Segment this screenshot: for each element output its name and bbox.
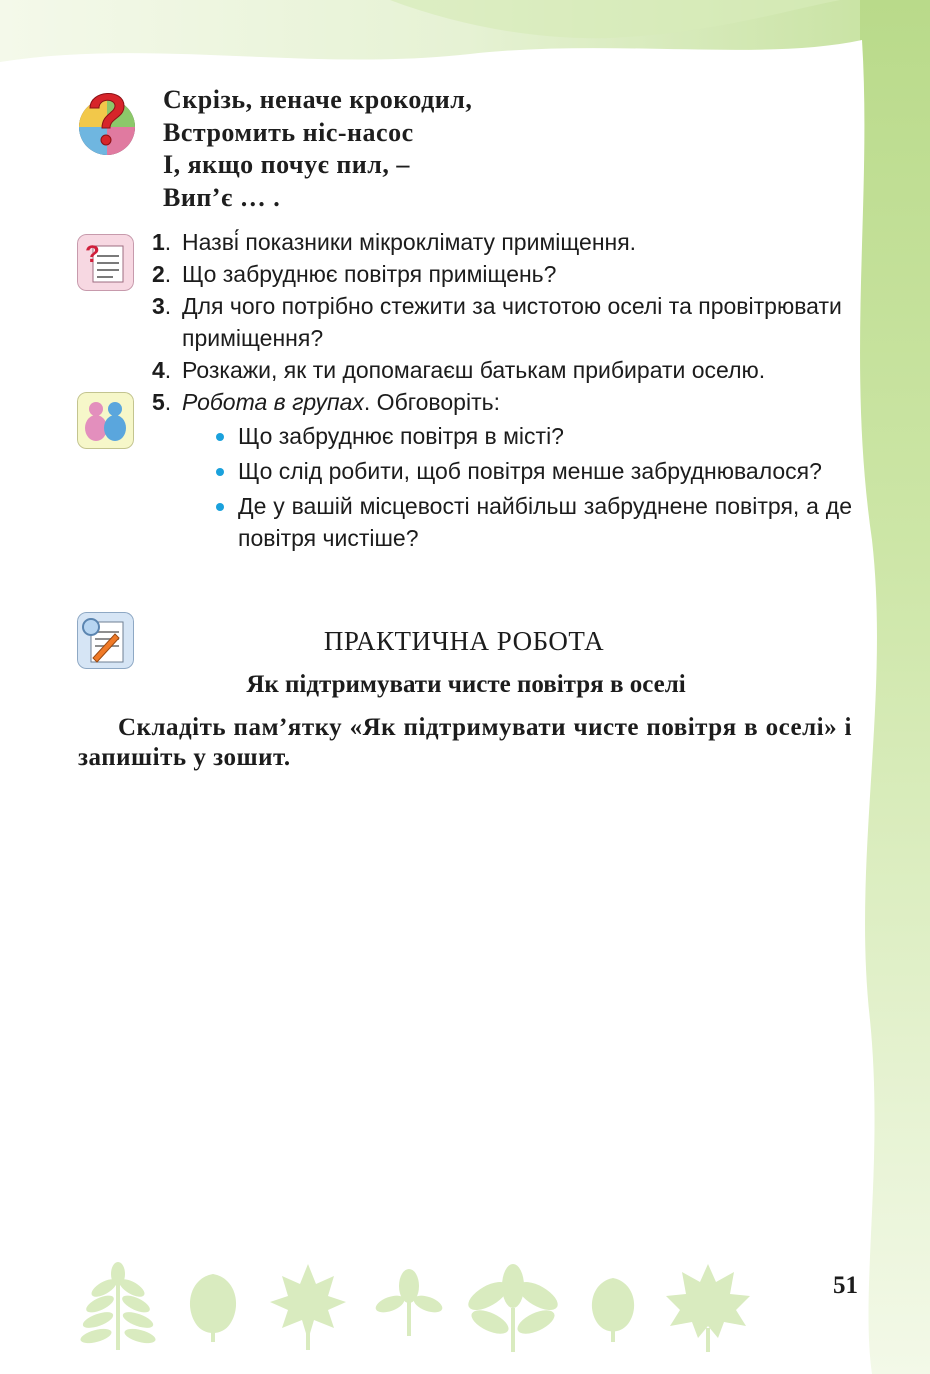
leaf-decoration-icon <box>664 1262 752 1352</box>
riddle-question-icon <box>76 86 138 156</box>
practical-work-icon <box>77 612 134 669</box>
question-item <box>152 290 852 354</box>
question-text: Що забруднює повітря приміщень? <box>182 261 557 287</box>
question-text: Назві́ показники мікроклімату приміщення. <box>182 229 637 255</box>
question-list <box>152 226 852 557</box>
practice-subtitle: Як підтримувати чисте повітря в оселі <box>246 671 686 698</box>
riddle-line: Вип’є … . <box>163 182 281 212</box>
leaf-decoration-icon <box>374 1268 444 1338</box>
practice-title: ПРАКТИЧНА РОБОТА <box>323 626 605 656</box>
group-work-icon <box>77 392 134 449</box>
question-number: 2. <box>152 261 172 287</box>
question-text: Розкажи, як ти допомагаєш батькам прибирати оселю. <box>182 357 766 383</box>
question-number: 5. <box>152 389 172 415</box>
leaf-decoration-icon <box>464 1262 562 1354</box>
group-question-item: Що слід робити, щоб повітря менше забруднювалося? <box>238 455 852 487</box>
svg-text:?: ? <box>85 241 100 268</box>
leaf-decoration-icon <box>70 1262 166 1354</box>
question-text: Для чого потрібно стежити за чистотою оселі та провітрювати приміщення? <box>182 293 842 351</box>
question-text: . Обговоріть: <box>363 389 500 415</box>
leaf-decoration-icon <box>584 1272 642 1344</box>
question-item <box>152 386 852 554</box>
group-question-item: Де у вашій місцевості найбільш забруднене повітря, а де повітря чистіше? <box>238 490 852 554</box>
question-sheet-icon <box>77 234 134 291</box>
question-item <box>152 354 852 386</box>
leaf-decoration-icon <box>184 1270 242 1342</box>
practice-text: Складіть пам’ятку «Як підтримувати чисте повітря в оселі» і запишіть у зошит. <box>78 714 852 771</box>
group-question-list <box>182 420 852 554</box>
riddle-line: І, якщо почує пил, – <box>163 150 410 179</box>
group-work-label: Робота в групах <box>182 389 364 415</box>
riddle-line: Скрізь, неначе крокодил, <box>163 85 473 114</box>
question-number: 1. <box>152 229 172 255</box>
group-question-item: Що забруднює повітря в місті? <box>238 420 852 452</box>
leaf-decoration-icon <box>268 1262 348 1350</box>
page-number: 51 <box>833 1272 858 1299</box>
question-item <box>152 226 852 258</box>
riddle-line: Встромить ніс-насос <box>163 117 414 147</box>
riddle-text <box>163 84 472 214</box>
question-number: 3. <box>152 293 172 319</box>
question-item <box>152 258 852 290</box>
question-number: 4. <box>152 357 172 383</box>
